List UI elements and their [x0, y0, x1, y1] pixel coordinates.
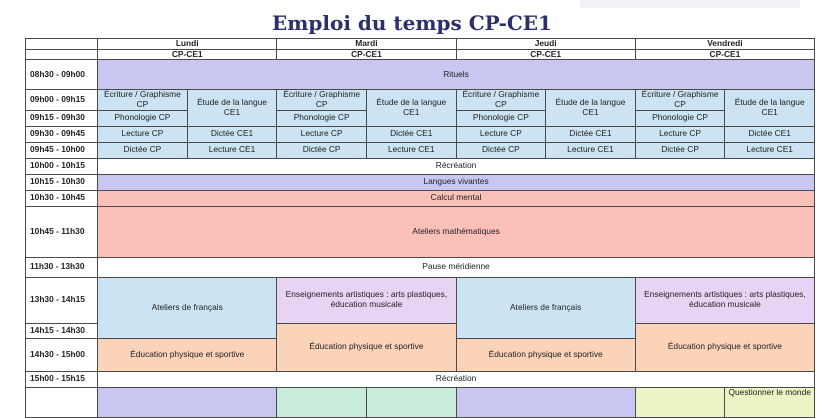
activity-cell: Phonologie CP [98, 110, 188, 126]
time-slot: 08h30 - 09h00 [26, 60, 98, 90]
activity-cell: Éducation physique et sportive [98, 338, 277, 371]
activity-cell: Éducation physique et sportive [635, 323, 814, 371]
time-slot: 15h00 - 15h15 [26, 371, 98, 387]
activity-cell: Enseignements artistiques : arts plastiques, éducation musicale [635, 277, 814, 323]
table-row [26, 206, 815, 257]
table-row [26, 371, 815, 387]
corner-cell [26, 49, 98, 60]
activity-cell: Lecture CE1 [725, 142, 815, 158]
activity-cell: Phonologie CP [635, 110, 725, 126]
time-slot: 10h15 - 10h30 [26, 174, 98, 190]
activity-cell: Phonologie CP [456, 110, 546, 126]
activity-cell: Dictée CE1 [366, 126, 456, 142]
activity-cell: Lecture CE1 [187, 142, 277, 158]
time-slot: 09h00 - 09h15 [26, 90, 98, 110]
day-header: Lundi [98, 39, 277, 50]
table-row [26, 277, 815, 323]
activity-cell: Lecture CE1 [546, 142, 636, 158]
activity-cell: Lecture CP [456, 126, 546, 142]
activity-cell: Pause méridienne [98, 257, 815, 277]
level-header-row [26, 49, 815, 60]
activity-cell: Étude de la langue CE1 [366, 90, 456, 126]
level-header: CP-CE1 [635, 49, 814, 60]
activity-cell: Écriture / Graphisme CP [456, 90, 546, 110]
activity-cell: Dictée CP [277, 142, 367, 158]
day-header: Mardi [277, 39, 456, 50]
table-row [26, 190, 815, 206]
level-header: CP-CE1 [98, 49, 277, 60]
activity-cell: Dictée CP [456, 142, 546, 158]
activity-cell: Écriture / Graphisme CP [98, 90, 188, 110]
page-title: Emploi du temps CP-CE1 [272, 11, 552, 35]
day-header-row [26, 39, 815, 50]
time-slot: 13h30 - 14h15 [26, 277, 98, 323]
activity-cell: Rituels [98, 60, 815, 90]
activity-cell: Langues vivantes [98, 174, 815, 190]
time-slot: 10h00 - 10h15 [26, 158, 98, 174]
activity-cell: Éducation physique et sportive [277, 323, 456, 371]
activity-cell [277, 387, 367, 417]
day-header: Jeudi [456, 39, 635, 50]
activity-cell [98, 387, 277, 417]
activity-cell: Récréation [98, 371, 815, 387]
activity-cell: Écriture / Graphisme CP [635, 90, 725, 110]
table-row [26, 257, 815, 277]
level-header: CP-CE1 [277, 49, 456, 60]
day-header: Vendredi [635, 39, 814, 50]
activity-cell: Éducation physique et sportive [456, 338, 635, 371]
time-slot: 09h45 - 10h00 [26, 142, 98, 158]
table-row [26, 60, 815, 90]
activity-cell: Phonologie CP [277, 110, 367, 126]
activity-cell: Récréation [98, 158, 815, 174]
activity-cell: Étude de la langue CE1 [187, 90, 277, 126]
level-header: CP-CE1 [456, 49, 635, 60]
time-slot: 10h45 - 11h30 [26, 206, 98, 257]
activity-cell: Ateliers de français [98, 277, 277, 338]
activity-cell: Dictée CE1 [725, 126, 815, 142]
activity-cell: Dictée CE1 [546, 126, 636, 142]
activity-cell: Étude de la langue CE1 [546, 90, 636, 126]
activity-cell: Ateliers de français [456, 277, 635, 338]
activity-cell: Dictée CP [98, 142, 188, 158]
timetable [25, 38, 815, 418]
activity-cell: Ateliers mathématiques [98, 206, 815, 257]
activity-cell [635, 387, 725, 417]
top-right-panel [580, 0, 800, 8]
time-slot: 14h30 - 15h00 [26, 338, 98, 371]
activity-cell: Lecture CE1 [366, 142, 456, 158]
activity-cell [366, 387, 456, 417]
activity-cell: Dictée CE1 [187, 126, 277, 142]
time-slot: 09h15 - 09h30 [26, 110, 98, 126]
activity-cell: Lecture CP [277, 126, 367, 142]
activity-cell: Étude de la langue CE1 [725, 90, 815, 126]
table-row [26, 174, 815, 190]
table-row [26, 126, 815, 142]
activity-cell: Lecture CP [635, 126, 725, 142]
table-row [26, 387, 815, 417]
activity-cell: Questionner le monde [725, 387, 815, 417]
corner-cell [26, 39, 98, 50]
activity-cell: Dictée CP [635, 142, 725, 158]
time-slot: 10h30 - 10h45 [26, 190, 98, 206]
table-row [26, 90, 815, 110]
activity-cell [456, 387, 635, 417]
time-slot [26, 387, 98, 417]
activity-cell: Calcul mental [98, 190, 815, 206]
table-row [26, 142, 815, 158]
table-row [26, 158, 815, 174]
activity-cell: Enseignements artistiques : arts plastiques, éducation musicale [277, 277, 456, 323]
activity-cell: Lecture CP [98, 126, 188, 142]
time-slot: 09h30 - 09h45 [26, 126, 98, 142]
time-slot: 14h15 - 14h30 [26, 323, 98, 338]
time-slot: 11h30 - 13h30 [26, 257, 98, 277]
activity-cell: Écriture / Graphisme CP [277, 90, 367, 110]
